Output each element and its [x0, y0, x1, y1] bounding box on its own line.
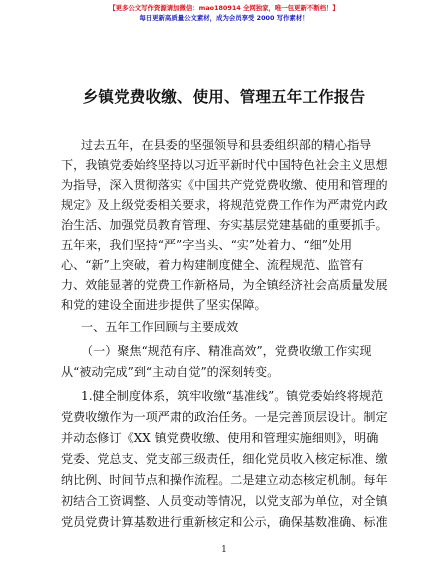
paragraph-line: 规定》及上级党委相关要求，将规范党费工作作为严肃党内政 [61, 198, 388, 212]
paragraph-line: 下，我镇党委始终坚持以习近平新时代中国特色社会主义思想 [61, 158, 388, 172]
paragraph-line: 过去五年，在县委的坚强领导和县委组织部的精心指导 [81, 138, 372, 152]
document-title: 乡镇党费收缴、使用、管理五年工作报告 [82, 88, 366, 106]
paragraph-line: 初结合工资调整、人员变动等情况，以党支部为单位，对全镇 [61, 494, 388, 508]
paragraph-line: 治生活、加强党员教育管理、夯实基层党建基础的重要抓手。 [61, 218, 388, 232]
page-number: 1 [221, 545, 227, 555]
paragraph-line: 为指导，深入贯彻落实《中国共产党党费收缴、使用和管理的 [61, 178, 388, 192]
promo-banner-line-2: 每日更新高质量公文素材，成为会员享受 2000 写作素材！ [139, 14, 309, 22]
subsection-heading: （一）聚焦“规范有序、精准高效”，党费收缴工作实现 [81, 344, 372, 358]
paragraph-line: 和党的建设全面进步提供了坚实保障。 [61, 298, 267, 312]
paragraph-line: 1.健全制度体系，筑牢收缴“基准线”。镇党委始终将规范 [81, 389, 384, 403]
subsection-heading: 从“被动完成”到“主动自觉”的深刻转变。 [61, 365, 280, 379]
section-heading: 一、五年工作回顾与主要成效 [81, 320, 239, 334]
paragraph-line: 纳比例、时间节点和操作流程。二是建立动态核定机制。每年 [61, 473, 388, 487]
paragraph-line: 党委、党总支、党支部三级责任，细化党员收入核定标准、缴 [61, 452, 388, 466]
paragraph-line: 党费收缴作为一项严肃的政治任务。一是完善顶层设计。制定 [61, 410, 388, 424]
promo-banner-line-1: 【更多公文写作资源请加微信：mao180914 全网独家，唯一包更新不断档！】 [109, 4, 339, 12]
paragraph-line: 党员党费计算基数进行重新核定和公示，确保基数准确、标准 [61, 515, 388, 529]
paragraph-line: 并动态修订《XX 镇党费收缴、使用和管理实施细则》，明确 [61, 431, 379, 445]
paragraph-line: 心、“新”上突破，着力构建制度健全、流程规范、监管有 [61, 258, 364, 272]
paragraph-line: 五年来，我们坚持“严”字当头、“实”处着力、“细”处用 [61, 238, 353, 252]
paragraph-line: 力、效能显著的党费工作新格局，为全镇经济社会高质量发展 [61, 278, 388, 292]
